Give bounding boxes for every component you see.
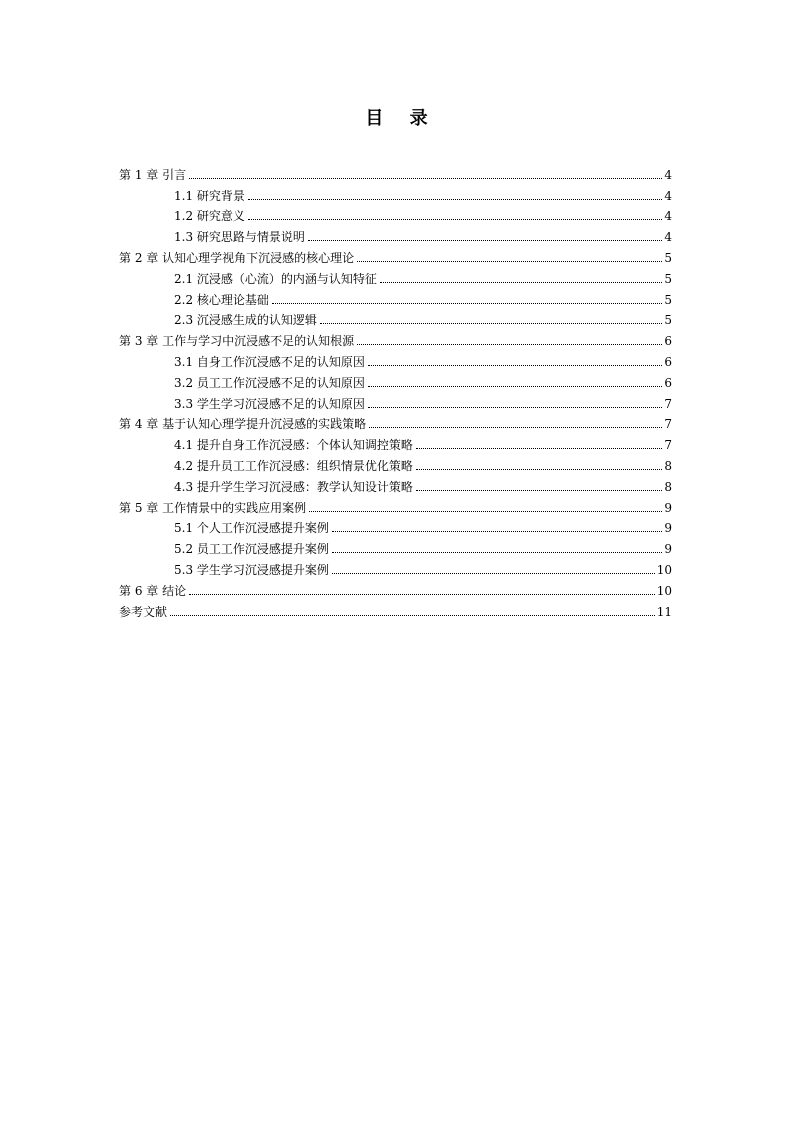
toc-dot-leader <box>170 615 655 616</box>
toc-entry-label: 第 5 章 工作情景中的实践应用案例 <box>119 500 307 515</box>
toc-page-number: 4 <box>664 188 672 203</box>
toc-section-entry[interactable] <box>119 308 672 329</box>
toc-section-entry[interactable] <box>119 453 672 474</box>
toc-page-number: 7 <box>664 396 672 411</box>
toc-dot-leader <box>380 282 662 283</box>
toc-entry-label: 4.2 提升员工工作沉浸感：组织情景优化策略 <box>174 458 413 473</box>
toc-section-entry[interactable] <box>119 432 672 453</box>
toc-entry-label: 5.2 员工工作沉浸感提升案例 <box>174 542 329 557</box>
toc-dot-leader <box>357 261 662 262</box>
toc-page-number: 4 <box>664 167 672 182</box>
toc-page-number: 5 <box>664 313 672 328</box>
toc-page-number: 6 <box>664 334 672 349</box>
toc-section-entry[interactable] <box>119 287 672 308</box>
toc-chapter-entry[interactable] <box>119 412 672 433</box>
toc-entry-label: 第 3 章 工作与学习中沉浸感不足的认知根源 <box>119 334 355 349</box>
toc-section-entry[interactable] <box>119 183 672 204</box>
toc-page-number: 4 <box>664 230 672 245</box>
toc-dot-leader <box>248 199 662 200</box>
toc-entry-label: 2.2 核心理论基础 <box>174 292 269 307</box>
toc-entry-label: 第 1 章 引言 <box>119 167 187 182</box>
toc-page-number: 6 <box>664 375 672 390</box>
toc-dot-leader <box>248 219 662 220</box>
table-of-contents <box>119 162 672 620</box>
toc-entry-label: 5.1 个人工作沉浸感提升案例 <box>174 521 329 536</box>
toc-chapter-entry[interactable] <box>119 599 672 620</box>
toc-entry-label: 4.1 提升自身工作沉浸感：个体认知调控策略 <box>174 438 413 453</box>
toc-dot-leader <box>416 448 662 449</box>
toc-entry-label: 2.3 沉浸感生成的认知逻辑 <box>174 313 317 328</box>
toc-entry-label: 第 4 章 基于认知心理学提升沉浸感的实践策略 <box>119 417 367 432</box>
toc-dot-leader <box>308 240 662 241</box>
toc-section-entry[interactable] <box>119 370 672 391</box>
toc-page-number: 4 <box>664 209 672 224</box>
toc-title: 目 录 <box>365 108 438 129</box>
toc-entry-label: 3.3 学生学习沉浸感不足的认知原因 <box>174 396 365 411</box>
toc-dot-leader <box>369 427 662 428</box>
toc-dot-leader <box>320 323 662 324</box>
toc-page-number: 11 <box>656 604 672 619</box>
toc-page-number: 9 <box>664 542 672 557</box>
toc-page-number: 9 <box>664 500 672 515</box>
toc-entry-label: 第 6 章 结论 <box>119 583 187 598</box>
toc-page-number: 7 <box>664 417 672 432</box>
toc-page-number: 5 <box>664 292 672 307</box>
toc-entry-label: 3.1 自身工作沉浸感不足的认知原因 <box>174 354 365 369</box>
toc-entry-label: 5.3 学生学习沉浸感提升案例 <box>174 562 329 577</box>
toc-dot-leader <box>416 490 662 491</box>
toc-dot-leader <box>368 386 662 387</box>
toc-page-number: 5 <box>664 271 672 286</box>
toc-dot-leader <box>272 303 662 304</box>
toc-section-entry[interactable] <box>119 557 672 578</box>
toc-page-number: 8 <box>664 479 672 494</box>
toc-page-number: 5 <box>664 250 672 265</box>
toc-entry-label: 4.3 提升学生学习沉浸感：教学认知设计策略 <box>174 479 413 494</box>
toc-dot-leader <box>357 344 662 345</box>
toc-section-entry[interactable] <box>119 224 672 245</box>
toc-entry-label: 3.2 员工工作沉浸感不足的认知原因 <box>174 375 365 390</box>
toc-dot-leader <box>309 511 662 512</box>
toc-page-number: 10 <box>656 583 672 598</box>
toc-chapter-entry[interactable] <box>119 162 672 183</box>
toc-chapter-entry[interactable] <box>119 495 672 516</box>
toc-page-number: 10 <box>656 562 672 577</box>
toc-dot-leader <box>189 594 655 595</box>
toc-section-entry[interactable] <box>119 474 672 495</box>
toc-entry-label: 1.1 研究背景 <box>174 188 245 203</box>
toc-page-number: 6 <box>664 354 672 369</box>
toc-entry-label: 1.3 研究思路与情景说明 <box>174 230 305 245</box>
toc-page-number: 7 <box>664 438 672 453</box>
toc-page-number: 8 <box>664 458 672 473</box>
toc-dot-leader <box>189 178 662 179</box>
toc-section-entry[interactable] <box>119 536 672 557</box>
toc-chapter-entry[interactable] <box>119 328 672 349</box>
toc-section-entry[interactable] <box>119 391 672 412</box>
toc-entry-label: 1.2 研究意义 <box>174 209 245 224</box>
toc-entry-label: 第 2 章 认知心理学视角下沉浸感的核心理论 <box>119 250 355 265</box>
toc-dot-leader <box>332 531 662 532</box>
toc-section-entry[interactable] <box>119 349 672 370</box>
toc-chapter-entry[interactable] <box>119 245 672 266</box>
toc-page-number: 9 <box>664 521 672 536</box>
toc-dot-leader <box>332 552 662 553</box>
toc-entry-label: 2.1 沉浸感（心流）的内涵与认知特征 <box>174 271 377 286</box>
toc-dot-leader <box>332 573 655 574</box>
toc-dot-leader <box>416 469 662 470</box>
toc-dot-leader <box>368 407 662 408</box>
toc-section-entry[interactable] <box>119 204 672 225</box>
toc-dot-leader <box>368 365 662 366</box>
toc-section-entry[interactable] <box>119 266 672 287</box>
toc-chapter-entry[interactable] <box>119 578 672 599</box>
toc-entry-label: 参考文献 <box>119 604 168 619</box>
toc-section-entry[interactable] <box>119 516 672 537</box>
